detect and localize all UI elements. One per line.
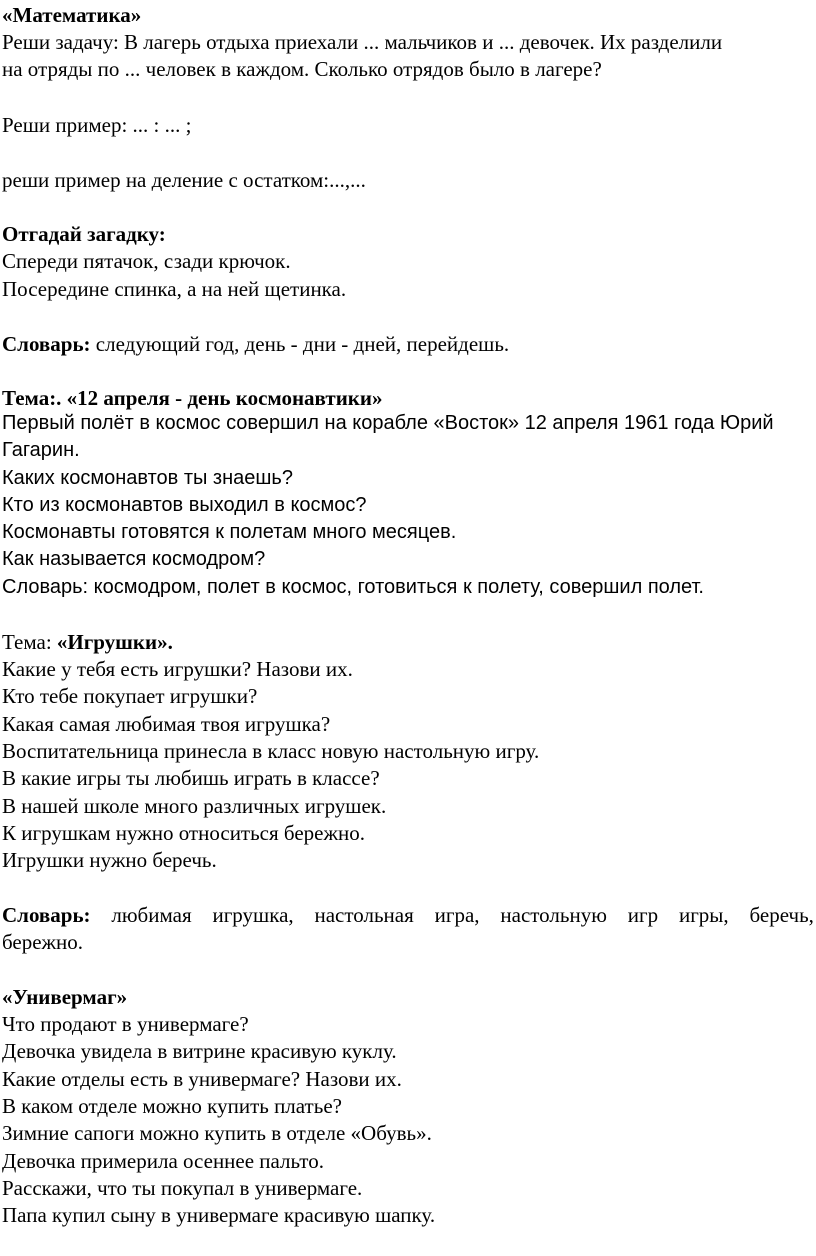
toys-line-6: В нашей школе много различных игрушек. [2, 794, 387, 818]
toys-heading [2, 629, 814, 656]
toys-heading-title: «Игрушки». [56, 630, 173, 654]
toys-vocab-word: любимая [111, 903, 192, 927]
toys-vocab-word: настольную [500, 903, 607, 927]
math-task-line-2: на отряды по ... человек в каждом. Сколько отрядов было в лагере? [2, 57, 602, 81]
toys-heading-prefix: Тема: [2, 630, 57, 654]
toys-line-4: Воспитательница принесла в класс новую настольную игру. [2, 739, 540, 763]
riddle-line-1: Спереди пятачок, сзади крючок. [2, 249, 291, 273]
cosmos-line-3: Каких космонавтов ты знаешь? [2, 467, 293, 489]
store-line-2: Девочка увидела в витрине красивую куклу. [2, 1039, 397, 1063]
cosmos-line-7: Словарь: космодром, полет в космос, готовиться к полету, совершил полет. [2, 576, 704, 598]
cosmos-line-1: Первый полёт в космос совершил на корабле «Восток» 12 апреля 1961 года Юрий [2, 412, 774, 434]
store-line-4: В каком отделе можно купить платье? [2, 1094, 342, 1118]
toys-line-8: Игрушки нужно беречь. [2, 848, 217, 872]
math-heading: «Математика» [2, 3, 142, 27]
toys-line-2: Кто тебе покупает игрушки? [2, 684, 258, 708]
store-heading: «Универмаг» [2, 985, 128, 1009]
toys-line-5: В какие игры ты любишь играть в классе? [2, 766, 380, 790]
store-line-3: Какие отделы есть в универмаге? Назови их. [2, 1067, 402, 1091]
store-line-1: Что продают в универмаге? [2, 1012, 249, 1036]
toys-vocab-word: игрушка, [212, 903, 294, 927]
toys-vocab-word: настольная [314, 903, 414, 927]
math-task-line-1: Реши задачу: В лагерь отдыха приехали ... мальчиков и ... девочек. Их разделили [2, 30, 723, 54]
cosmos-line-5: Космонавты готовятся к полетам много месяцев. [2, 521, 457, 543]
cosmos-line-2: Гагарин. [2, 439, 80, 461]
cosmos-line-4: Кто из космонавтов выходил в космос? [2, 494, 367, 516]
math-remainder: реши пример на деление с остатком:...,... [2, 168, 366, 192]
toys-vocab-word: игры, [678, 903, 729, 927]
vocab-1 [2, 331, 814, 358]
riddle-heading: Отгадай загадку: [2, 222, 166, 246]
math-example: Реши пример: ... : ... ; [2, 113, 192, 137]
toys-line-3: Какая самая любимая твоя игрушка? [2, 712, 331, 736]
cosmos-heading: Тема:. «12 апреля - день космонавтики» [2, 386, 383, 410]
store-line-5: Зимние сапоги можно купить в отделе «Обувь». [2, 1121, 432, 1145]
toys-vocab-label: Словарь: [2, 903, 91, 927]
toys-line-7: К игрушкам нужно относиться бережно. [2, 821, 365, 845]
store-line-6: Девочка примерила осеннее пальто. [2, 1149, 324, 1173]
cosmos-line-6: Как называется космодром? [2, 548, 266, 570]
vocab-1-text: следующий год, день - дни - дней, перейдешь. [90, 332, 510, 356]
toys-vocab-word: игр [627, 903, 659, 927]
toys-vocab-line-2: бережно. [2, 930, 84, 954]
toys-vocab-word: беречь, [749, 903, 814, 927]
toys-line-1: Какие у тебя есть игрушки? Назови их. [2, 657, 353, 681]
vocab-1-label: Словарь: [2, 332, 91, 356]
toys-vocab-line-1 [2, 902, 814, 929]
store-line-8: Папа купил сыну в универмаге красивую шапку. [2, 1203, 436, 1227]
store-line-7: Расскажи, что ты покупал в универмаге. [2, 1176, 363, 1200]
toys-vocab-word: игра, [434, 903, 480, 927]
riddle-line-2: Посередине спинка, а на ней щетинка. [2, 277, 347, 301]
